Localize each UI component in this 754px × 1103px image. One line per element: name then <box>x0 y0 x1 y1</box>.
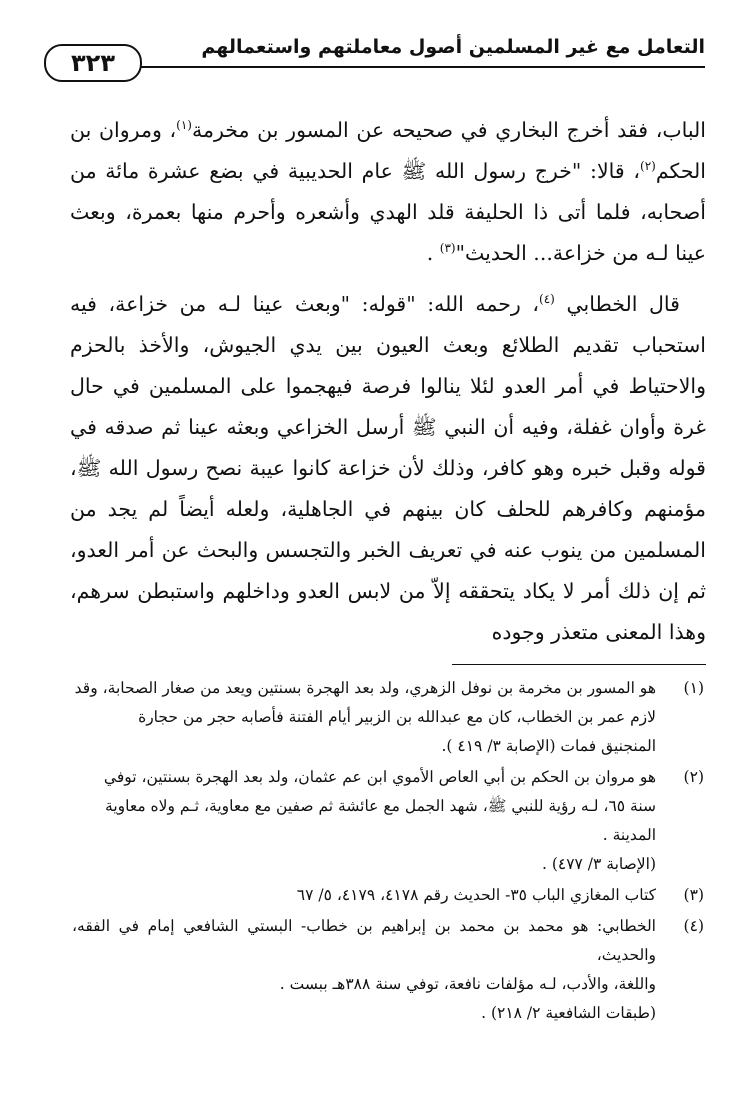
footnote-line: المدينة . <box>602 826 656 844</box>
footnote-line: لازم عمر بن الخطاب، كان مع عبدالله بن الزبير أيام الفتنة فأصابه حجر من حجارة <box>138 708 656 726</box>
main-text <box>70 110 706 663</box>
p1-text-b: ، ومروان بن الحكم <box>70 118 706 183</box>
paragraph-2 <box>70 284 706 653</box>
footnote-number: (١) <box>683 679 704 697</box>
footnote-line: (طبقات الشافعية ٢/ ٢١٨) . <box>481 1004 656 1022</box>
footnote-text <box>72 881 656 910</box>
header-rule <box>118 66 705 68</box>
footnote-text <box>72 763 656 879</box>
footnote-ref-2: (٢) <box>640 159 656 174</box>
p1-text-c: ، قالا: "خرج رسول الله ﷺ عام الحديبية في بضع عشرة مائة من أصحابه، فلما أتى ذا الحليفة قلد الهدي وأشعره وأحرم منها بعمرة، وبعث عينا لـه من خزاعة... الحديث" <box>70 159 706 265</box>
p1-end: . <box>426 241 434 265</box>
footnote-line: الخطابي: هو محمد بن محمد بن إبراهيم بن خطاب- البستي الشافعي إمام في الفقه، والحديث، <box>72 917 656 964</box>
p2-text-b: ، رحمه الله: "قوله: "وبعث عينا لـه من خزاعة، فيه استحباب تقديم الطلائع وبعث العيون بين يدي الجيوش، والأخذ بالحزم والاحتياط في أمر العدو لئلا ينالوا فرصة فيهجموا على المسلمين في حال غرة وأوان غفلة، وفيه أن النبي ﷺ أرسل الخزاعي وبعثه عينا ثم صدقه في قوله وقبل خبره وهو كافر، وذلك لأن خزاعة كانوا عيبة نصح رسول الله ﷺ، مؤمنهم وكافرهم للحلف كان بينهم في الجاهلية، ولعله أيضاً لم يجد من المسلمين من ينوب عنه في تعريف الخبر والتجسس والبحث عن أمر العدو، ثم إن ذلك أمر لا يكاد يتحققه إلاّ من لابس العدو وداخلهم واستبطن سرهم، وهذا المعنى متعذر وجوده <box>70 292 706 644</box>
footnote-number: (٣) <box>683 886 704 904</box>
footnote-line: سنة ٦٥، لـه رؤية للنبي ﷺ، شهد الجمل مع عائشة ثم صفين مع معاوية، ثـم ولاه معاوية <box>105 797 656 815</box>
footnote-ref-1: (١) <box>176 118 192 133</box>
footnote-line: واللغة، والأدب، لـه مؤلفات نافعة، توفي سنة ٣٨٨هـ ببست . <box>279 975 656 993</box>
footnote-ref-4: (٤) <box>539 292 555 307</box>
footnote-3 <box>72 881 704 910</box>
p1-text: الباب، فقد أخرج البخاري في صحيحه عن المسور بن مخرمة <box>191 118 706 142</box>
footnote-text <box>72 674 656 761</box>
footnote-divider <box>452 664 706 665</box>
footnote-line: هو مروان بن الحكم بن أبي العاص الأموي ابن عم عثمان، ولد بعد الهجرة بسنتين، توفي <box>103 768 656 786</box>
footnotes <box>72 674 704 1030</box>
footnote-1 <box>72 674 704 761</box>
footnote-line: المنجنيق فمات (الإصابة ٣/ ٤١٩ ). <box>441 737 656 755</box>
running-title: التعامل مع غير المسلمين أصول معاملتهم واستعمالهم <box>201 36 705 58</box>
footnote-line: هو المسور بن مخرمة بن نوفل الزهري، ولد بعد الهجرة بسنتين ويعد من صغار الصحابة، وقد <box>74 679 656 697</box>
footnote-text <box>72 912 656 1028</box>
page-header <box>40 30 705 86</box>
footnote-ref-3: (٣) <box>439 241 456 256</box>
footnote-line: كتاب المغازي الباب ٣٥- الحديث رقم ٤١٧٨، ٤١٧٩، ٥/ ٦٧ <box>296 886 656 904</box>
footnote-2 <box>72 763 704 879</box>
footnote-number: (٢) <box>683 768 704 786</box>
footnote-4 <box>72 912 704 1028</box>
paragraph-1 <box>70 110 706 274</box>
footnote-number: (٤) <box>683 917 704 935</box>
footnote-line: (الإصابة ٣/ ٤٧٧) . <box>541 855 656 873</box>
page-number: ٣٢٣ <box>44 44 142 82</box>
p2-text: قال الخطابي <box>566 292 680 316</box>
